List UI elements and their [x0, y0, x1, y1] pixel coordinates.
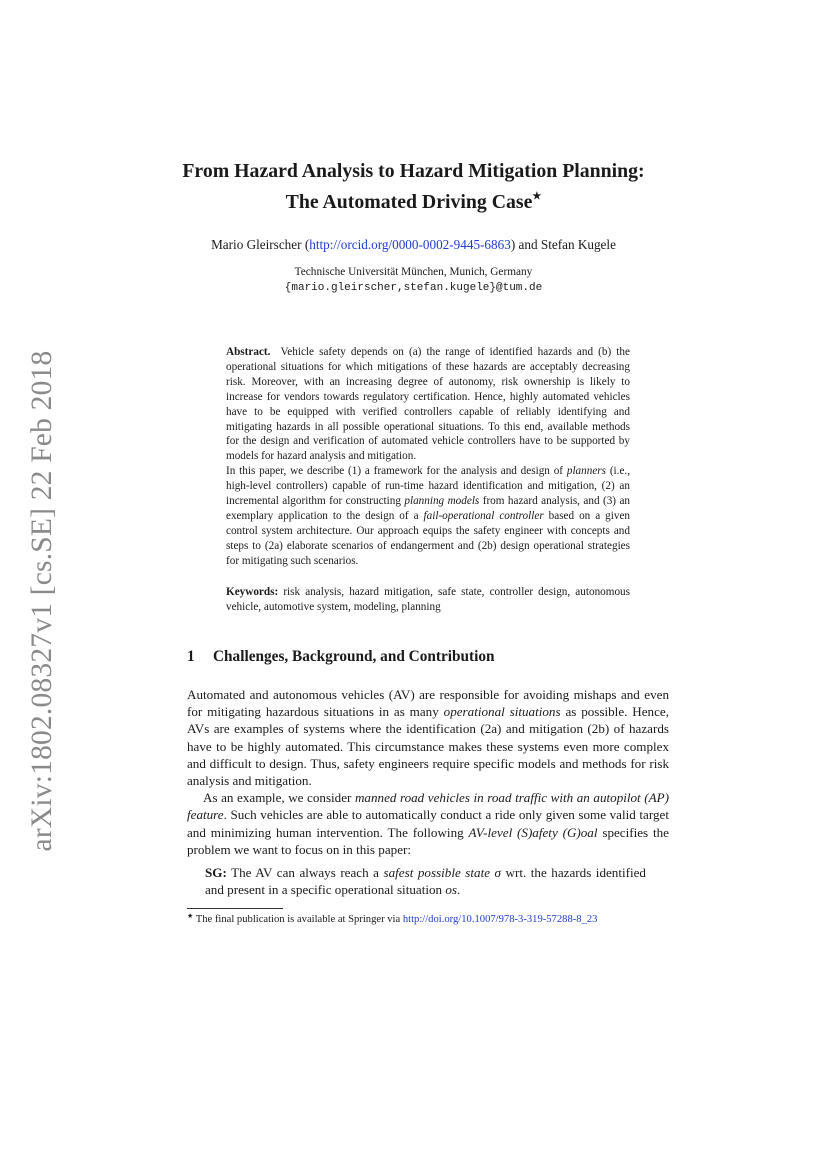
paper-title — [120, 159, 707, 215]
abstract — [226, 345, 630, 569]
body-p2-c: specifies the problem we want to focus on in this paper: — [187, 824, 669, 857]
title-line-2 — [120, 184, 707, 215]
abstract-paragraph-1 — [226, 345, 630, 464]
title-line-2-text: The Automated Driving Case — [285, 191, 533, 213]
safety-goal — [205, 864, 646, 898]
author-1: Mario Gleirscher — [211, 237, 302, 252]
safety-goal-end: . — [457, 882, 461, 898]
title-line-1: From Hazard Analysis to Hazard Mitigation Planning: — [182, 160, 645, 182]
section-body — [187, 686, 669, 858]
author-email: {mario.gleirscher,stefan.kugele}@tum.de — [284, 282, 543, 294]
safety-goal-var: os — [445, 882, 457, 898]
keywords-text: risk analysis, hazard mitigation, safe state, controller design, autonomous vehicle, automotive system, modeling, planning — [226, 586, 630, 613]
safety-goal-em: safest possible state σ — [383, 865, 502, 880]
body-p1-em: operational situations — [443, 704, 561, 720]
title-footnote-mark: ★ — [532, 191, 542, 202]
authors: Mario Gleirscher (http://orcid.org/0000-0002-9445-6863) and Stefan Kugele — [211, 237, 616, 252]
body-p1-a: Automated and autonomous vehicles (AV) are responsible for avoiding mishaps and even for mitigating hazardous situations in as many — [187, 687, 669, 720]
body-p2-b: . Such vehicles are able to automatically conduct a ride only given some valid target and minimizing human intervention. The following — [187, 807, 669, 840]
safety-goal-label: SG: — [205, 865, 227, 880]
section-heading — [187, 648, 495, 666]
abstract-p2-a: In this paper, we describe (1) a framework for the analysis and design of — [226, 465, 564, 478]
author-2: and Stefan Kugele — [518, 237, 616, 252]
footnote-mark: ★ — [187, 912, 194, 920]
safety-goal-text-a: The AV can always reach a — [231, 865, 379, 880]
body-p1-b: as possible. Hence, AVs are examples of systems where the identification (2a) and mitigation (2b) of hazards have to be highly automated. This circumstance makes these systems even more complex and difficult to design. Thus, safety engineers require specific models and methods for risk analysis and mitigation. — [187, 704, 669, 789]
body-paragraph-2 — [187, 789, 669, 858]
section-title: Challenges, Background, and Contribution — [213, 648, 495, 665]
abstract-label: Abstract. — [226, 346, 271, 358]
keywords — [226, 585, 630, 615]
footnote-text: The final publication is available at Springer via — [195, 914, 401, 925]
abstract-p2-b: (i.e., high-level controllers) capable of run-time hazard identification and mitigation, (2) an incremental algorithm for constructing — [226, 465, 631, 508]
footnote-doi-link[interactable]: http://doi.org/10.1007/978-3-319-57288-8_23 — [402, 914, 598, 925]
abstract-p2-d: based on a given control system architecture. Our approach equips the safety engineer with concepts and steps to (2a) elaborate scenarios of endangerment and (2b) design operational strategies for mitigating such scenarios. — [226, 509, 631, 567]
abstract-paragraph-2 — [226, 464, 630, 568]
orcid-link[interactable]: http://orcid.org/0000-0002-9445-6863 — [309, 237, 511, 252]
keywords-label: Keywords: — [226, 586, 279, 598]
section-number: 1 — [187, 648, 195, 665]
arxiv-stamp: arXiv:1802.08327v1 [cs.SE] 22 Feb 2018 — [26, 350, 58, 852]
affiliation: Technische Universität München, Munich, Germany — [294, 266, 533, 278]
safety-goal-text-b: wrt. the hazards identified and present in a specific operational situation — [205, 865, 646, 898]
abstract-p2-em-planning-models: planning models — [404, 495, 480, 508]
footnote-rule — [187, 908, 283, 909]
abstract-p2-em-planners: planners — [566, 465, 606, 478]
body-paragraph-1 — [187, 686, 669, 789]
footnote — [187, 912, 597, 925]
abstract-p2-em-fail-operational: fail-operational controller — [423, 509, 544, 522]
body-p2-em1: manned road vehicles in road traffic with an autopilot (AP) feature — [187, 790, 669, 823]
body-p2-em2: AV-level (S)afety (G)oal — [468, 824, 598, 840]
body-p2-a: As an example, we consider — [203, 790, 352, 806]
abstract-p1-text: Vehicle safety depends on (a) the range of identified hazards and (b) the operational situations for which mitigations of these hazards are acceptably decreasing risk. Moreover, with an increasing degree of autonomy, risk ownership is likely to increase for vendors towards regulatory certification. Hence, highly automated vehicles have to be equipped with verified controllers capable of reliably identifying and mitigating hazards in all possible operational situations. To this end, available methods for the design and verification of automated vehicle controllers have to be supported by models for hazard analysis and mitigation. — [226, 346, 630, 463]
abstract-p2-c: from hazard analysis, and (3) an exemplary application to the design of a — [226, 495, 631, 522]
